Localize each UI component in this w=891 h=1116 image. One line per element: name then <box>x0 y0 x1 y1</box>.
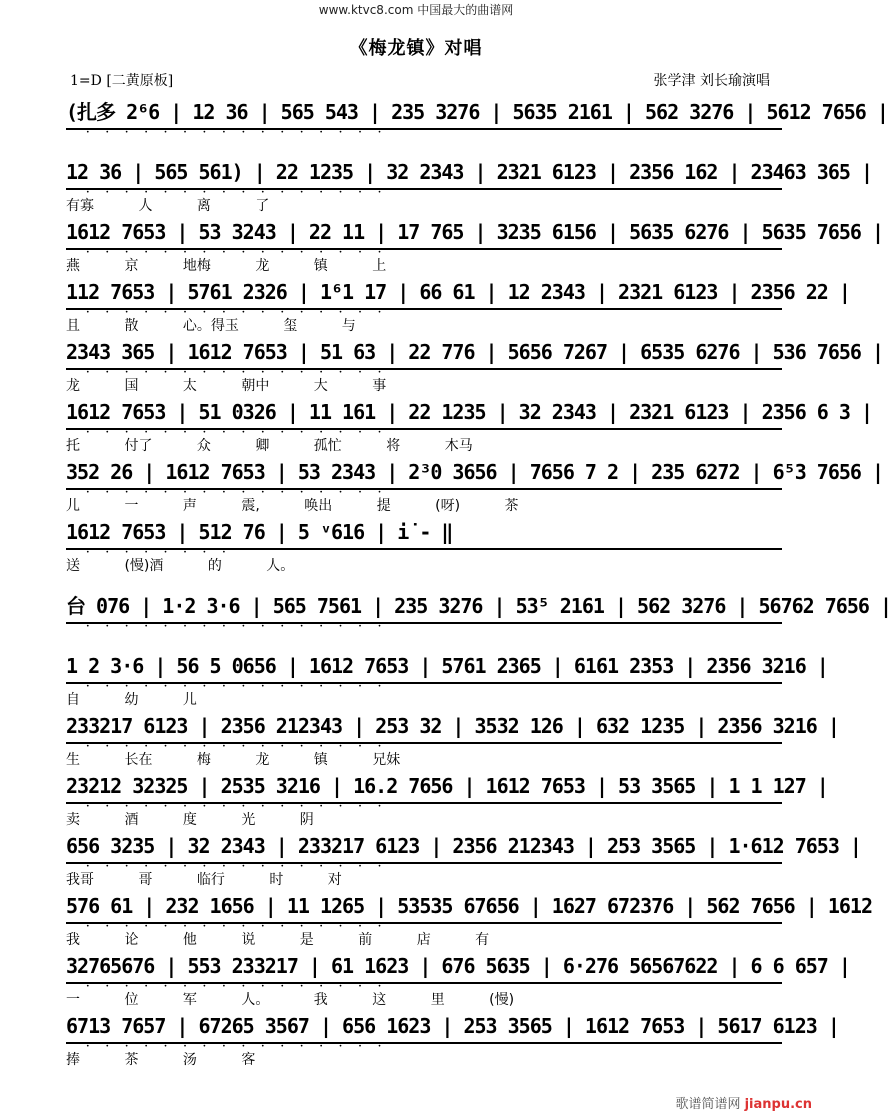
score-system <box>66 98 888 158</box>
lyrics-line: 有寡 人 离 了 <box>66 198 270 214</box>
key-signature: 1=D [二黄原板] <box>70 73 174 89</box>
watermark-text: 歌谱简谱网 <box>675 1097 741 1112</box>
lyrics-line: 托 付了 众 卿 孤忙 将 木马 <box>66 438 473 454</box>
octave-dots: • • • • • • • • • • • • • • • • <box>86 129 389 136</box>
octave-dots: • • • • • • • • • • • • • • • • <box>86 623 389 630</box>
score-system <box>66 398 872 458</box>
notation-line: 112 7653 | 5761 2326 | 1⁶1 17 | 66 61 | 12 2343 | 2321 6123 | 2356 22 | <box>66 278 782 310</box>
octave-dots: • • • • • • • • • • • • • • • • <box>86 863 389 870</box>
octave-dots: • • • • • • • • • • • • • • • • <box>86 983 389 990</box>
notation-line: 1612 7653 | 512 76 | 5 ᵛ616 | i̇ - ‖ <box>66 518 782 550</box>
score-system <box>66 458 884 518</box>
score-system <box>66 892 872 952</box>
lyrics-line: 儿 一 声 震, 唤出 提 (呀) 茶 <box>66 498 519 514</box>
notation-line: 6713 7657 | 67265 3567 | 656 1623 | 253 3565 | 1612 7653 | 5617 6123 | <box>66 1012 782 1044</box>
score-system <box>66 278 850 338</box>
score-system <box>66 592 891 652</box>
lyrics-line <box>66 136 782 156</box>
score-system <box>66 218 884 278</box>
lyrics-line: 生 长在 梅 龙 镇 兄妹 <box>66 752 401 768</box>
octave-dots: • • • • • • • • • • • • • • • • <box>86 1043 389 1050</box>
score-system <box>66 518 782 578</box>
notation-line: 1612 7653 | 51 0326 | 11 161 | 22 1235 | 32 2343 | 2321 6123 | 2356 6 3 | <box>66 398 782 430</box>
lyrics-line: 一 位 军 人。 我 这 里 (慢) <box>66 992 515 1008</box>
octave-dots: • • • • • • • • • • • • • • • • <box>86 249 389 256</box>
lyrics-line: 燕 京 地梅 龙 镇 上 <box>66 258 387 274</box>
lyrics-line: 自 幼 儿 <box>66 692 197 708</box>
watermark-site: jianpu.cn <box>744 1097 812 1112</box>
notation-line: 576 61 | 232 1656 | 11 1265 | 53535 67656 | 1627 672376 | 562 7656 | 1612 <box>66 892 782 924</box>
lyrics-line: 龙 国 太 朝中 大 事 <box>66 378 387 394</box>
lyrics-line: 捧 茶 汤 客 <box>66 1052 256 1068</box>
score-system <box>66 832 861 892</box>
octave-dots: • • • • • • • • • • • • • • • • <box>86 923 389 930</box>
score-system <box>66 338 884 398</box>
octave-dots: • • • • • • • • • • • • • • • • <box>86 489 389 496</box>
notation-line: 233217 6123 | 2356 212343 | 253 32 | 3532 126 | 632 1235 | 2356 3216 | <box>66 712 782 744</box>
score-system <box>66 952 850 1012</box>
notation-line: 23212 32325 | 2535 3216 | 16.2 7656 | 1612 7653 | 53 3565 | 1 1 127 | <box>66 772 782 804</box>
lyrics-line: 我 论 他 说 是 前 店 有 <box>66 932 490 948</box>
octave-dots: • • • • • • • • • • • • • • • • <box>86 369 389 376</box>
score-system <box>66 158 872 218</box>
site-banner: www.ktvc8.com 中国最大的曲谱网 <box>318 3 514 17</box>
notation-line: 1 2 3·6 | 56 5 0656 | 1612 7653 | 5761 2365 | 6161 2353 | 2356 3216 | <box>66 652 782 684</box>
octave-dots: • • • • • • • • • • • • • • • • <box>86 683 389 690</box>
page-title: 《梅龙镇》对唱 <box>349 38 483 59</box>
octave-dots: • • • • • • • • • • • • • • • • <box>86 743 389 750</box>
octave-dots: • • • • • • • • • • • • • • • • <box>86 803 389 810</box>
notation-line: 656 3235 | 32 2343 | 233217 6123 | 2356 212343 | 253 3565 | 1·612 7653 | <box>66 832 782 864</box>
watermark <box>675 1093 812 1112</box>
notation-line: 352 26 | 1612 7653 | 53 2343 | 2³0 3656 | 7656 7 2 | 235 6272 | 6⁵3 7656 | <box>66 458 782 490</box>
performers: 张学津 刘长瑜演唱 <box>653 73 770 89</box>
notation-line: 2343 365 | 1612 7653 | 51 63 | 22 776 | 5656 7267 | 6535 6276 | 536 7656 | <box>66 338 782 370</box>
score-system <box>66 712 839 772</box>
notation-line: (扎多 2⁶6 | 12 36 | 565 543 | 235 3276 | 5635 2161 | 562 3276 | 5612 7656 | <box>66 98 782 130</box>
score-system <box>66 652 828 712</box>
octave-dots: • • • • • • • • <box>86 549 233 556</box>
lyrics-line: 送 (慢)酒 的 人。 <box>66 558 295 574</box>
score-system <box>66 1012 839 1072</box>
lyrics-line: 卖 酒 度 光 阴 <box>66 812 314 828</box>
score-system <box>66 772 828 832</box>
notation-line: 32765676 | 553 233217 | 61 1623 | 676 5635 | 6·276 56567622 | 6 6 657 | <box>66 952 782 984</box>
notation-line: 台 076 | 1·2 3·6 | 565 7561 | 235 3276 | 53⁵ 2161 | 562 3276 | 56762 7656 | <box>66 592 782 624</box>
octave-dots: • • • • • • • • • • • • • • • • <box>86 189 389 196</box>
lyrics-line: 我哥 哥 临行 时 对 <box>66 872 342 888</box>
lyrics-line: 且 散 心。得玉 玺 与 <box>66 318 356 334</box>
octave-dots: • • • • • • • • • • • • • • • • <box>86 429 389 436</box>
notation-line: 1612 7653 | 53 3243 | 22 11 | 17 765 | 3235 6156 | 5635 6276 | 5635 7656 | <box>66 218 782 250</box>
lyrics-line <box>66 630 782 650</box>
score <box>66 98 891 1072</box>
octave-dots: • • • • • • • • • • • • • • • • <box>86 309 389 316</box>
notation-line: 12 36 | 565 561) | 22 1235 | 32 2343 | 2321 6123 | 2356 162 | 23463 365 | <box>66 158 782 190</box>
